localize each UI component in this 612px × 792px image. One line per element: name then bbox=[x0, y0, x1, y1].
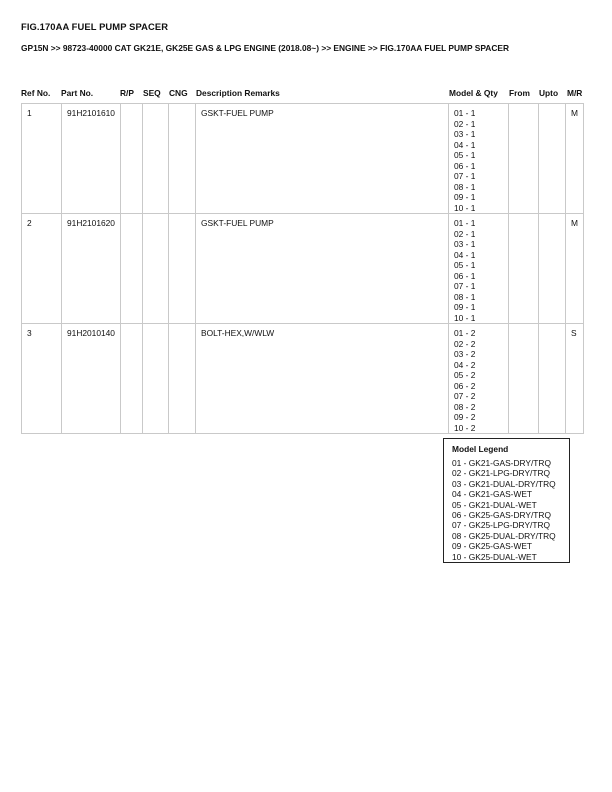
model-qty-line: 05 - 1 bbox=[454, 150, 476, 160]
col-header-rp: R/P bbox=[120, 88, 134, 98]
part-no-cell: 91H2101620 bbox=[62, 214, 121, 324]
table-row bbox=[22, 214, 584, 324]
cng-cell bbox=[169, 324, 196, 434]
model-qty-line: 04 - 1 bbox=[454, 139, 476, 150]
from-cell bbox=[509, 214, 539, 324]
from-cell bbox=[509, 104, 539, 214]
model-qty-line: 10 - 2 bbox=[454, 422, 476, 433]
seq-cell bbox=[143, 324, 169, 434]
legend-item: 07 - GK25-LPG-DRY/TRQ bbox=[452, 520, 551, 531]
model-qty-line: 02 - 1 bbox=[454, 118, 476, 129]
model-qty-cell bbox=[449, 324, 509, 434]
model-qty-line: 02 - 1 bbox=[454, 228, 476, 239]
model-qty-line: 10 - 1 bbox=[454, 312, 476, 323]
col-header-cng: CNG bbox=[169, 88, 188, 98]
col-header-model-qty: Model & Qty bbox=[449, 88, 498, 98]
col-header-description: Description Remarks bbox=[196, 88, 280, 98]
model-qty-line: 04 - 1 bbox=[454, 249, 476, 260]
col-header-ref-no: Ref No. bbox=[21, 88, 51, 98]
parts-table bbox=[21, 103, 584, 434]
col-header-upto: Upto bbox=[539, 88, 559, 98]
legend-item: 08 - GK25-DUAL-DRY/TRQ bbox=[452, 530, 556, 541]
legend-item: 03 - GK21-DUAL-DRY/TRQ bbox=[452, 478, 556, 489]
model-qty-line: 08 - 1 bbox=[454, 181, 476, 192]
model-qty-line: 03 - 1 bbox=[454, 239, 476, 249]
model-qty-line: 04 - 2 bbox=[454, 359, 476, 370]
col-header-mr: M/R bbox=[567, 88, 583, 98]
model-qty-line: 01 - 1 bbox=[454, 218, 476, 228]
seq-cell bbox=[143, 214, 169, 324]
table-row bbox=[22, 324, 584, 434]
model-qty-line: 06 - 2 bbox=[454, 380, 476, 391]
model-qty-line: 03 - 2 bbox=[454, 349, 476, 359]
legend-item: 06 - GK25-GAS-DRY/TRQ bbox=[452, 509, 551, 520]
model-qty-line: 10 - 1 bbox=[454, 202, 476, 213]
table-row bbox=[22, 104, 584, 214]
model-qty-line: 01 - 1 bbox=[454, 108, 476, 118]
model-qty-line: 05 - 1 bbox=[454, 260, 476, 270]
mr-cell: S bbox=[566, 324, 584, 434]
ref-no-cell: 2 bbox=[22, 214, 62, 324]
model-qty-cell bbox=[449, 214, 509, 324]
figure-title: FIG.170AA FUEL PUMP SPACER bbox=[21, 21, 169, 32]
legend-item: 04 - GK21-GAS-WET bbox=[452, 489, 533, 500]
model-qty-line: 08 - 2 bbox=[454, 401, 476, 412]
description-cell: GSKT-FUEL PUMP bbox=[196, 214, 449, 324]
col-header-from: From bbox=[509, 88, 530, 98]
model-qty-line: 01 - 2 bbox=[454, 328, 476, 338]
model-qty-line: 07 - 1 bbox=[454, 171, 476, 181]
breadcrumb: GP15N >> 98723-40000 CAT GK21E, GK25E GAS & LPG ENGINE (2018.08~) >> ENGINE >> FIG.170AA FUEL PUMP SPACER bbox=[21, 43, 510, 53]
mr-cell: M bbox=[566, 214, 584, 324]
legend-item: 02 - GK21-LPG-DRY/TRQ bbox=[452, 468, 551, 479]
model-qty-line: 07 - 2 bbox=[454, 391, 476, 401]
cng-cell bbox=[169, 104, 196, 214]
model-qty-line: 09 - 1 bbox=[454, 302, 476, 312]
legend-item: 01 - GK21-GAS-DRY/TRQ bbox=[452, 458, 551, 468]
from-cell bbox=[509, 324, 539, 434]
upto-cell bbox=[539, 324, 566, 434]
col-header-seq: SEQ bbox=[143, 88, 161, 98]
mr-cell: M bbox=[566, 104, 584, 214]
legend-item: 09 - GK25-GAS-WET bbox=[452, 541, 533, 552]
model-qty-line: 06 - 1 bbox=[454, 160, 476, 171]
upto-cell bbox=[539, 104, 566, 214]
description-cell: BOLT-HEX,W/WLW bbox=[196, 324, 449, 434]
part-no-cell: 91H2010140 bbox=[62, 324, 121, 434]
model-qty-line: 09 - 2 bbox=[454, 412, 476, 422]
model-qty-cell bbox=[449, 104, 509, 214]
legend-items bbox=[452, 458, 569, 562]
model-qty-line: 05 - 2 bbox=[454, 370, 476, 380]
model-legend bbox=[443, 438, 570, 563]
ref-no-cell: 1 bbox=[22, 104, 62, 214]
model-qty-line: 07 - 1 bbox=[454, 281, 476, 291]
ref-no-cell: 3 bbox=[22, 324, 62, 434]
model-qty-line: 02 - 2 bbox=[454, 338, 476, 349]
legend-title: Model Legend bbox=[452, 444, 509, 454]
model-qty-line: 03 - 1 bbox=[454, 129, 476, 139]
cng-cell bbox=[169, 214, 196, 324]
model-qty-line: 06 - 1 bbox=[454, 270, 476, 281]
rp-cell bbox=[121, 104, 143, 214]
model-qty-line: 08 - 1 bbox=[454, 291, 476, 302]
seq-cell bbox=[143, 104, 169, 214]
legend-item: 10 - GK25-DUAL-WET bbox=[452, 551, 537, 562]
rp-cell bbox=[121, 324, 143, 434]
col-header-part-no: Part No. bbox=[61, 88, 94, 98]
model-qty-line: 09 - 1 bbox=[454, 192, 476, 202]
rp-cell bbox=[121, 214, 143, 324]
legend-item: 05 - GK21-DUAL-WET bbox=[452, 499, 537, 510]
description-cell: GSKT-FUEL PUMP bbox=[196, 104, 449, 214]
part-no-cell: 91H2101610 bbox=[62, 104, 121, 214]
upto-cell bbox=[539, 214, 566, 324]
